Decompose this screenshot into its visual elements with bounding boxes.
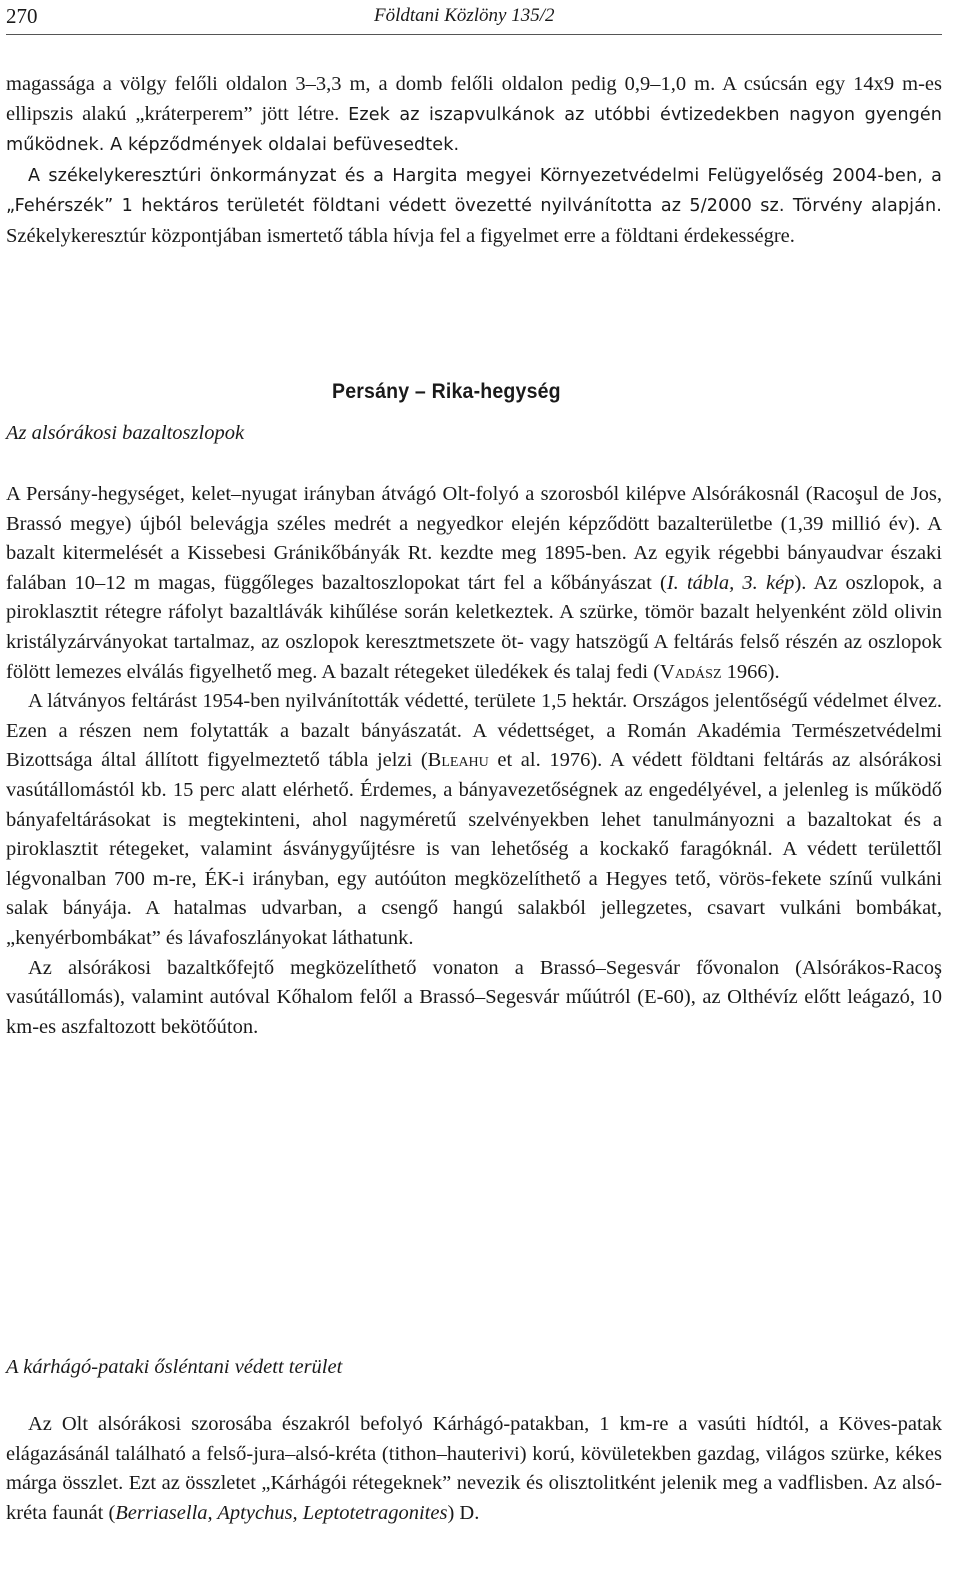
- figure-reference: I. tábla, 3. kép: [666, 571, 795, 594]
- opening-paragraphs: [6, 70, 942, 252]
- paragraph-text: Ezek az iszapvulkánok az utóbbi évtizedekben nagyon gyengén működnek. A képződmények oldalai befüvesedtek.: [6, 104, 943, 156]
- paragraph-text: A Persány-hegységet, kelet–nyugat irányban átvágó Olt-folyó a szorosból kilépve Alsórákosnál (Racoşul de Jos, Brassó megye) újból belevágja széles medrét a negyedkor elején képződött bazalterületbe (1,39 millió év). A bazalt kitermelését a Kissebesi Gránikőbányák Rt. kezdte meg 1895-ben. Az egyik régebbi bányaudvar északi falában 10–12 m magas, függőleges bazaltoszlopokat tárt fel a kőbányászat (: [6, 483, 942, 594]
- subsection-title: Az alsórákosi bazaltoszlopok: [6, 422, 245, 444]
- paragraph: [6, 687, 942, 953]
- paragraph: [6, 161, 942, 252]
- taxa-names: Berriasella, Aptychus, Leptotetragonites: [115, 1501, 448, 1524]
- page-header: [6, 4, 942, 30]
- paragraph-text: ). Az oszlopok, a piroklasztit rétegre ráfolyt bazaltlávák kihűlése során keletkeztek. A szürke, tömör bazalt helyenként zöld olivin kristályzárványokat tartalmaz, az oszlopok keresztmetszete öt- vagy hatszögű A feltárás felső részén az oszlopok fölött lemezes elválás figyelhető meg. A bazalt rétegeket üledékek és talaj fedi (: [6, 571, 942, 683]
- author-name: Vadász: [660, 660, 722, 683]
- paragraph: [6, 70, 942, 161]
- subsection-body: [6, 1410, 942, 1528]
- paragraph-text: Székelykeresztúr központjában ismertető tábla hívja fel a figyelmet erre a földtani érdekességre.: [6, 224, 795, 247]
- paragraph: [6, 1410, 942, 1528]
- page-number: 270: [6, 4, 38, 28]
- paragraph-text: Az Olt alsórákosi szorosába északról befolyó Kárhágó-patakban, 1 km-re a vasúti hídtól, a Köves-patak elágazásánál található a felső-jura–alsó-kréta (tithon–hauterivi) korú, kövületekben gazdag, világos szürke, kékes márga összlet. Ezt az összletet „Kárhágói rétegeknek” nevezik és olisztolitként jelenik meg a vadflisben. Az alsó-kréta faunát (: [6, 1413, 942, 1524]
- subsection-title: A kárhágó-pataki ősléntani védett terület: [6, 1356, 343, 1378]
- paragraph: [6, 480, 942, 687]
- paragraph-text: et al. 1976). A védett földtani feltárás az alsórákosi vasútállomástól kb. 15 perc alatt elérhető. Érdemes, a bányavezetőségnek az engedélyével, a jelenleg is működő bányafeltárásokat is megtekinteni, ahol nagyméretű szelvényekben lehet tanulmányozni a bazaltokat és a piroklasztit rétegeket, valamint ásványgyűjtésre is van lehetőség a kockakő faragóknál. A védett területtől légvonalban 700 m-re, ÉK-i irányban, egy autóúton megközelíthető a Hegyes tető, vörös-fekete színű vulkáni salak bányája. A hatalmas udvarban, a csengő hangú salakból jellegzetes, csavart vulkáni bombákat, „kenyérbombákat” és lávafoszlányokat láthatunk.: [6, 749, 942, 949]
- subsection-body: [6, 480, 942, 1042]
- paragraph-text: ) D.: [447, 1501, 480, 1524]
- running-head: Földtani Közlöny 135/2: [374, 5, 555, 26]
- paragraph-text: A székelykeresztúri önkormányzat és a Hargita megyei Környezetvédelmi Felügyelőség 2004-ben, a „Fehérszék” 1 hektáros területét földtani védett övezetté nyilvánította az 5/2000 sz. Törvény alapján.: [6, 165, 942, 217]
- section-title: Persány – Rika-hegység: [332, 380, 561, 403]
- paragraph-text: A látványos feltárást 1954-ben nyilvánították védetté, területe 1,5 hektár. Országos jelentőségű védelmet élvez. Ezen a részen nem folytatták a bazalt bányászatát. A védettséget, a Román Akadémia Természetvédelmi Bizottsága által állított figyelmeztető tábla jelzi (: [6, 690, 942, 772]
- paragraph-text: Az alsórákosi bazaltkőfejtő megközelíthető vonaton a Brassó–Segesvár fővonalon (Alsórákos-Racoş vasútállomás), valamint autóval Kőhalom felől a Brassó–Segesvár műútról (E-60), az Olthévíz előtt leágazó, 10 km-es aszfaltozott bekötőúton.: [6, 956, 942, 1038]
- author-name: Bleahu: [427, 749, 489, 772]
- paragraph-text: magassága a völgy felőli oldalon 3–3,3 m, a domb felőli oldalon pedig 0,9–1,0 m. A csúcsán egy 14x9 m-es ellipszis alakú „kráterperem” jött létre.: [6, 73, 942, 125]
- header-rule: [6, 34, 942, 35]
- paragraph: [6, 954, 942, 1043]
- paragraph-text: 1966).: [721, 660, 780, 683]
